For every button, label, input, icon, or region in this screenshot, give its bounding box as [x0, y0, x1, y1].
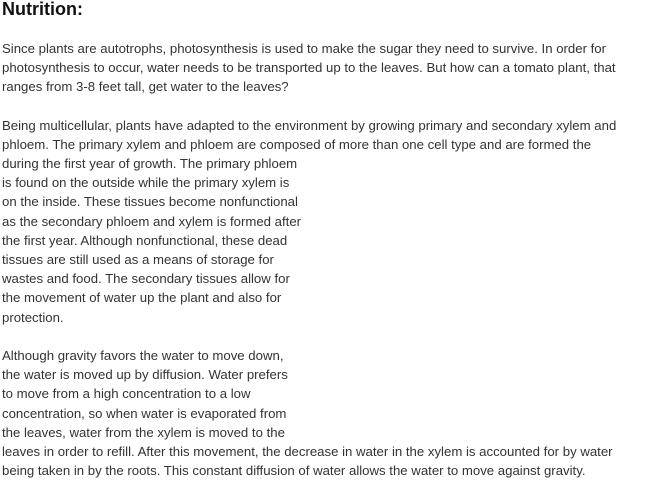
text-line: tissues are still used as a means of storage for: [2, 252, 274, 267]
text-line: the water is moved up by diffusion. Water prefers: [2, 367, 288, 382]
text-line: on the inside. These tissues become nonfunctional: [2, 194, 298, 209]
text-line: Being multicellular, plants have adapted to the environment by growing primary and secondary xylem and: [2, 118, 617, 133]
text-line: the movement of water up the plant and also for: [2, 290, 282, 305]
text-line: Since plants are autotrophs, photosynthesis is used to make the sugar they need to survive. In order for: [2, 41, 607, 56]
text-line: being taken in by the roots. This constant diffusion of water allows the water to move against gravity.: [2, 463, 586, 478]
text-line: during the first year of growth. The primary phloem: [2, 156, 298, 171]
text-line: wastes and food. The secondary tissues allow for: [2, 271, 290, 286]
text-line: to move from a high concentration to a low: [2, 386, 251, 401]
text-line: phloem. The primary xylem and phloem are composed of more than one cell type and are formed the: [2, 137, 592, 152]
text-line: the first year. Although nonfunctional, these dead: [2, 233, 288, 248]
text-line: the leaves, water from the xylem is moved to the: [2, 425, 285, 440]
text-line: protection.: [2, 310, 64, 325]
text-line: photosynthesis to occur, water needs to be transported up to the leaves. But how can a tomato plant, that: [2, 60, 616, 75]
text-line: is found on the outside while the primary xylem is: [2, 175, 290, 190]
text-line: Although gravity favors the water to move down,: [2, 348, 284, 363]
text-line: as the secondary phloem and xylem is formed after: [2, 214, 302, 229]
text-line: leaves in order to refill. After this movement, the decrease in water in the xylem is accounted for by water: [2, 444, 613, 459]
text-line: concentration, so when water is evaporated from: [2, 406, 287, 421]
text-line: ranges from 3-8 feet tall, get water to the leaves?: [2, 79, 289, 94]
section-title: Nutrition:: [2, 0, 83, 19]
